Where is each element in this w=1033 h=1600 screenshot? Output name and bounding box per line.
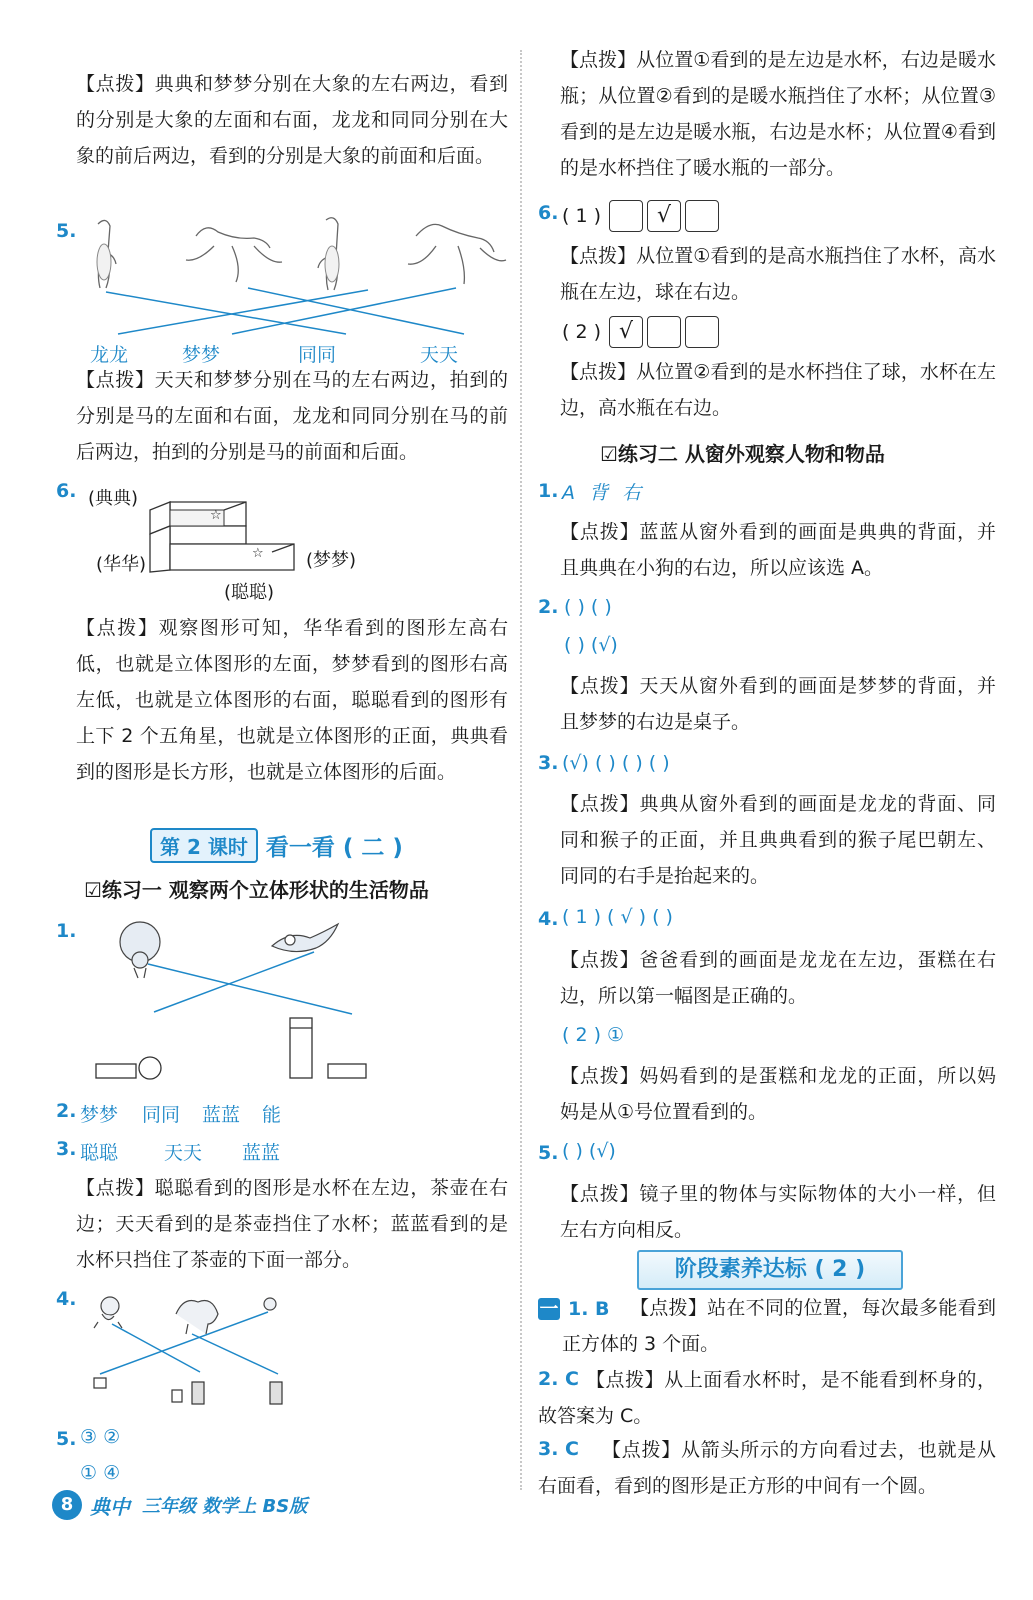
q6-stepped-solid [148,500,298,580]
r-q6-1-label: ( 1 ) [562,205,601,227]
r-q6-2-box-1: √ [609,316,643,348]
q6-star-lower: ☆ [252,546,264,561]
book-grade: 三年级 数学上 BS版 [142,1496,308,1517]
r-q6-2-label: ( 2 ) [562,321,601,343]
s3-number: 3. C [538,1438,579,1460]
r4-1-tip: 【点拨】爸爸看到的画面是龙龙在左边，蛋糕在右边，所以第一幅图是正确的。 [560,949,996,1007]
r4-1-answer: ( 1 ) ( √ ) ( ) [562,906,673,928]
column-divider [520,50,522,1490]
r-q6-1-answer [562,200,723,232]
e2-answer-2: 同同 [142,1104,181,1126]
r3-number: 3. [538,752,559,774]
page-number: 8 [52,1490,82,1520]
r-q6-1-tip: 【点拨】从位置①看到的是高水瓶挡住了水杯，高水瓶在左边，球在右边。 [560,245,996,303]
e4-number: 4. [56,1288,77,1310]
section-one-marker: 一 [539,1298,559,1320]
lesson-title: 看一看 ( 二 ) [265,834,403,861]
r2-row-2: ( ) (√) [564,634,618,656]
r5-answer: ( ) (√) [562,1140,616,1162]
e3-answer-3: 蓝蓝 [242,1142,281,1164]
r5-tip: 【点拨】镜子里的物体与实际物体的大小一样，但左右方向相反。 [560,1183,996,1241]
s1-number: 1. B [568,1298,610,1320]
q6-label-top: (典典) [88,488,139,509]
q5-tip: 【点拨】天天和梦梦分别在马的左右两边，拍到的分别是马的左面和右面，龙龙和同同分别在马的前后两边，拍到的分别是马的前面和后面。 [76,369,508,463]
q6-number: 6. [56,480,77,502]
e4-matching-figure [88,1294,348,1414]
stage-title: 阶段素养达标 ( 2 ) [637,1250,903,1290]
exercise-2-title: ☑练习二 从窗外观察人物和物品 [600,442,885,466]
r-q6-2-tip: 【点拨】从位置②看到的是水杯挡住了球，水杯在左边，高水瓶在右边。 [560,361,996,419]
q5-name-4: 天天 [420,344,459,366]
q5-matching-lines [96,282,496,342]
e3-answer-2: 天天 [164,1142,203,1164]
q5-name-1: 龙龙 [90,344,129,366]
r4-number: 4. [538,908,559,930]
e3-number: 3. [56,1138,77,1160]
e5-row-1: ③ ② [80,1426,121,1448]
r3-answer: (√) ( ) ( ) ( ) [562,752,670,774]
r5-number: 5. [538,1142,559,1164]
lesson-header [150,828,403,862]
s1-tip: 【点拨】站在不同的位置，每次最多能看到正方体的 3 个面。 [562,1297,996,1355]
e2-answer-1: 梦梦 [80,1104,119,1126]
r3-tip: 【点拨】典典从窗外看到的画面是龙龙的背面、同同和猴子的正面，并且典典看到的猴子尾巴朝左、同同的右手是抬起来的。 [560,793,996,887]
q5-number: 5. [56,220,77,242]
r2-number: 2. [538,596,559,618]
r-q6-2-box-2 [647,316,681,348]
s3-tip: 【点拨】从箭头所示的方向看过去，也就是从右面看，看到的图形是正方形的中间有一个圆。 [538,1439,996,1497]
q6-label-right: (梦梦) [306,550,357,571]
r-q6-2-answer [562,316,723,348]
e2-number: 2. [56,1100,77,1122]
e1-matching-figure [94,916,434,1086]
r2-tip: 【点拨】天天从窗外看到的画面是梦梦的背面，并且梦梦的右边是桌子。 [560,675,996,733]
e5-number: 5. [56,1428,77,1450]
q5-name-2: 梦梦 [182,344,221,366]
r-q6-1-box-3 [685,200,719,232]
s2-number: 2. C [538,1368,579,1390]
r4-2-tip: 【点拨】妈妈看到的是蛋糕和龙龙的正面，所以妈妈是从①号位置看到的。 [560,1065,996,1123]
e5-row-2: ① ④ [80,1462,121,1484]
brand-logo: 典中 [90,1494,130,1519]
e1-number: 1. [56,920,77,942]
e3-tip: 【点拨】聪聪看到的图形是水杯在左边，茶壶在右边；天天看到的是茶壶挡住了水杯；蓝蓝看到的是水杯只挡住了茶壶的下面一部分。 [76,1177,508,1271]
e2-answer-3: 蓝蓝 [202,1104,241,1126]
q6-label-bottom: (聪聪) [224,582,275,603]
r2-row-1: ( ) ( ) [564,596,612,618]
exercise-1-title: ☑练习一 观察两个立体形状的生活物品 [84,878,429,902]
r-q5-tip: 【点拨】从位置①看到的是左边是水杯，右边是暖水瓶；从位置②看到的是暖水瓶挡住了水杯；从位置③看到的是左边是暖水瓶，右边是水杯；从位置④看到的是水杯挡住了暖水瓶的一部分。 [560,49,996,179]
page-footer [52,1490,307,1520]
r-q6-2-box-3 [685,316,719,348]
r1-answer: A 背 右 [562,482,646,504]
r-q6-number: 6. [538,202,559,224]
r-q6-1-box-1 [609,200,643,232]
e2-answer-4: 能 [262,1104,282,1126]
r1-number: 1. [538,480,559,502]
r1-tip: 【点拨】蓝蓝从窗外看到的画面是典典的背面，并且典典在小狗的右边，所以应该选 A。 [560,521,996,579]
r-q6-1-box-2: √ [647,200,681,232]
q6-star-upper: ☆ [210,508,222,523]
e3-answer-1: 聪聪 [80,1142,119,1164]
s2-tip: 【点拨】从上面看水杯时，是不能看到杯身的，故答案为 C。 [538,1369,996,1427]
q5-name-3: 同同 [298,344,337,366]
q4-tip: 【点拨】典典和梦梦分别在大象的左右两边，看到的分别是大象的左面和右面，龙龙和同同分别在大象的前后两边，看到的分别是大象的前面和后面。 [76,73,508,167]
r4-2-answer: ( 2 ) ① [562,1024,625,1046]
q6-label-left: (华华) [96,554,147,575]
q6-tip: 【点拨】观察图形可知，华华看到的图形左高右低，也就是立体图形的左面，梦梦看到的图形右高左低，也就是立体图形的右面，聪聪看到的图形有上下 2 个五角星，也就是立体图形的正面，典典看到的图形是长方形，也就是立体图形的后面。 [76,617,508,783]
lesson-tag: 第 2 课时 [150,828,258,863]
